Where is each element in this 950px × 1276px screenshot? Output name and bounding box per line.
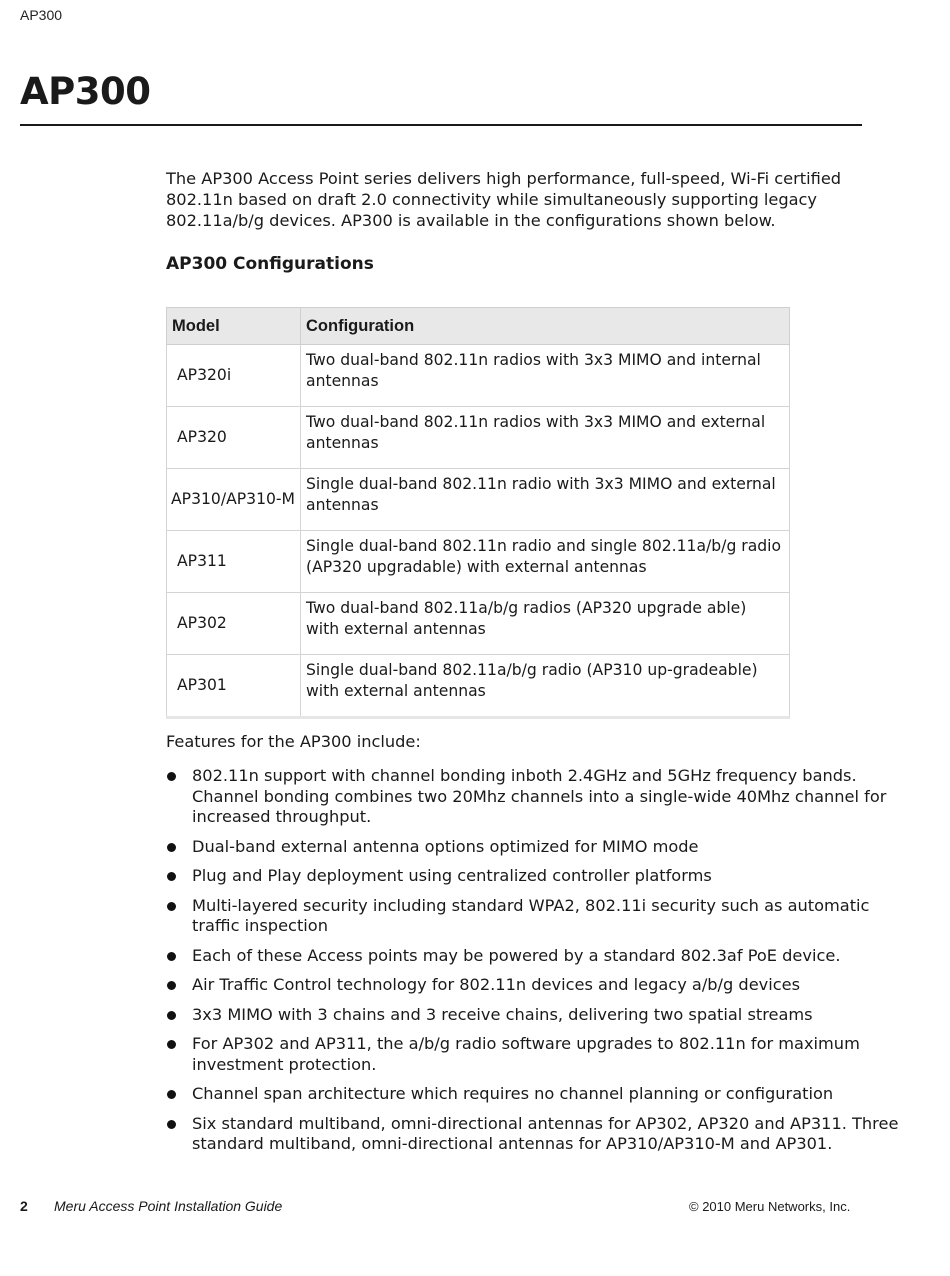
title-divider: [20, 124, 862, 126]
list-item: [166, 946, 902, 967]
configuration-cell: Single dual-band 802.11n radio with 3x3 MIMO and external antennas: [301, 469, 790, 531]
bullet-icon: [167, 1090, 176, 1099]
model-cell: AP320i: [167, 345, 301, 407]
feature-text: Dual-band external antenna options optimized for MIMO mode: [192, 836, 699, 856]
bullet-icon: [167, 1120, 176, 1129]
list-item: [166, 837, 902, 858]
configuration-cell: Two dual-band 802.11a/b/g radios (AP320 upgrade able) with external antennas: [301, 593, 790, 655]
features-list: [166, 766, 899, 1155]
footer-copyright: © 2010 Meru Networks, Inc.: [689, 1199, 851, 1214]
list-item: [166, 975, 902, 996]
list-item: [166, 1114, 902, 1155]
table-row: [167, 655, 790, 718]
model-cell: AP311: [167, 531, 301, 593]
feature-text: Plug and Play deployment using centralized controller platforms: [192, 866, 712, 885]
list-item: [166, 766, 902, 828]
bullet-icon: [167, 872, 176, 881]
configuration-cell: Two dual-band 802.11n radios with 3x3 MIMO and external antennas: [301, 407, 790, 469]
feature-text: Multi-layered security including standard WPA2, 802.11i security such as automatic traffic inspection: [192, 895, 870, 935]
bullet-icon: [167, 902, 176, 911]
model-cell: AP310/AP310-M: [167, 469, 301, 531]
features-intro: Features for the AP300 include:: [166, 732, 421, 751]
bullet-icon: [167, 981, 176, 990]
bullet-icon: [167, 1011, 176, 1020]
configuration-cell: Single dual-band 802.11n radio and single 802.11a/b/g radio (AP320 upgradable) with external antennas: [301, 531, 790, 593]
bullet-icon: [167, 772, 176, 781]
list-item: [166, 1084, 902, 1105]
bullet-icon: [167, 1040, 176, 1049]
feature-text: 3x3 MIMO with 3 chains and 3 receive chains, delivering two spatial streams: [192, 1004, 813, 1024]
list-item: [166, 866, 902, 887]
table-header-row: [167, 308, 790, 345]
column-header-model: Model: [167, 308, 301, 345]
table-row: [167, 407, 790, 469]
main-content: [166, 168, 899, 1164]
section-heading: AP300 Configurations: [166, 254, 374, 274]
model-cell: AP302: [167, 593, 301, 655]
model-cell: AP320: [167, 407, 301, 469]
feature-text: 802.11n support with channel bonding inboth 2.4GHz and 5GHz frequency bands. Channel bonding combines two 20Mhz channels into a single-wide 40Mhz channel for increased throughput.: [192, 766, 887, 826]
list-item: [166, 1034, 902, 1075]
bullet-icon: [167, 952, 176, 961]
configuration-cell: Two dual-band 802.11n radios with 3x3 MIMO and internal antennas: [301, 345, 790, 407]
list-item: [166, 896, 902, 937]
chapter-title: AP300: [20, 70, 151, 113]
model-cell: AP301: [167, 655, 301, 718]
list-item: [166, 1005, 902, 1026]
footer-page-number: 2: [20, 1198, 28, 1214]
feature-text: Channel span architecture which requires no channel planning or configuration: [192, 1084, 834, 1103]
feature-text: Each of these Access points may be powered by a standard 802.3af PoE device.: [192, 945, 841, 965]
feature-text: Six standard multiband, omni-directional antennas for AP302, AP320 and AP311. Three standard multiband, omni-directional antennas for AP310/AP310-M and AP301.: [192, 1113, 899, 1153]
column-header-configuration: Configuration: [301, 308, 790, 345]
table-row: [167, 593, 790, 655]
intro-paragraph: The AP300 Access Point series delivers high performance, full-speed, Wi-Fi certified 802.11n based on draft 2.0 connectivity while simultaneously supporting legacy 802.11a/b/g devices. AP300 is available in the configurations shown below.: [166, 169, 842, 230]
running-header: AP300: [20, 7, 63, 23]
table-row: [167, 531, 790, 593]
configuration-cell: Single dual-band 802.11a/b/g radio (AP310 up-gradeable) with external antennas: [301, 655, 790, 718]
table-row: [167, 469, 790, 531]
configurations-table: [166, 307, 790, 719]
feature-text: Air Traffic Control technology for 802.11n devices and legacy a/b/g devices: [192, 975, 801, 994]
bullet-icon: [167, 843, 176, 852]
table-row: [167, 345, 790, 407]
feature-text: For AP302 and AP311, the a/b/g radio software upgrades to 802.11n for maximum investment protection.: [192, 1034, 860, 1074]
footer-guide-title: Meru Access Point Installation Guide: [54, 1198, 283, 1214]
